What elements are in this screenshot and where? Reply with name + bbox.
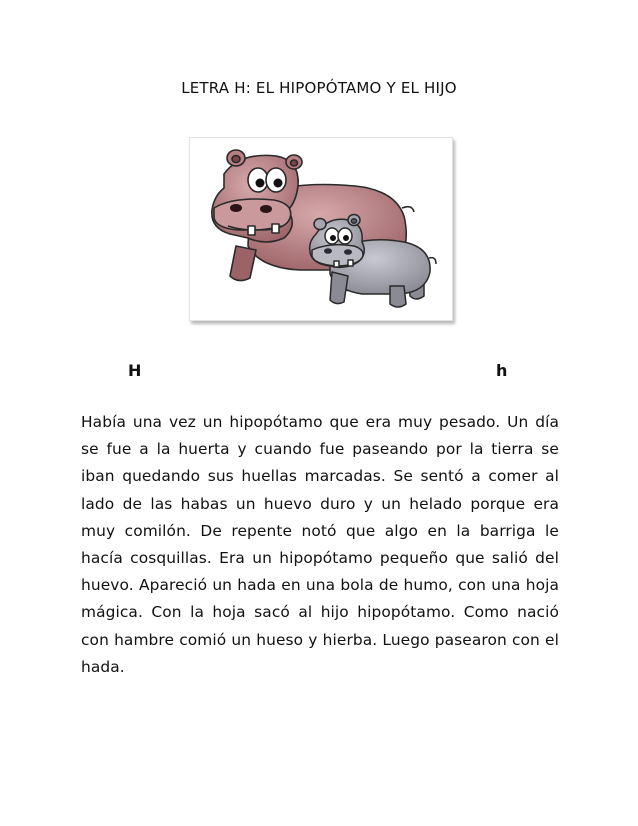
letter-uppercase: H xyxy=(128,361,142,380)
hippo-illustration xyxy=(189,137,453,321)
letter-lowercase: h xyxy=(496,361,508,380)
page-title: LETRA H: EL HIPOPÓTAMO Y EL HIJO xyxy=(181,79,457,97)
story-paragraph: Había una vez un hipopótamo que era muy pesado. Un día se fue a la huerta y cuando fue paseando por la tierra se iban quedando sus huellas marcadas. Se sentó a comer al lado de las habas un huevo duro y un helado porque era muy comilón. De repente notó que algo en la barriga le hacía cosquillas. Era un hipopótamo pequeño que salió del huevo. Apareció un hada en una bola de humo, con una hoja mágica. Con la hoja sacó al hijo hipopótamo. Como nació con hambre comió un hueso y hierba. Luego pasearon con el hada. xyxy=(81,413,559,676)
hippo-mother-and-baby-icon xyxy=(190,138,452,320)
